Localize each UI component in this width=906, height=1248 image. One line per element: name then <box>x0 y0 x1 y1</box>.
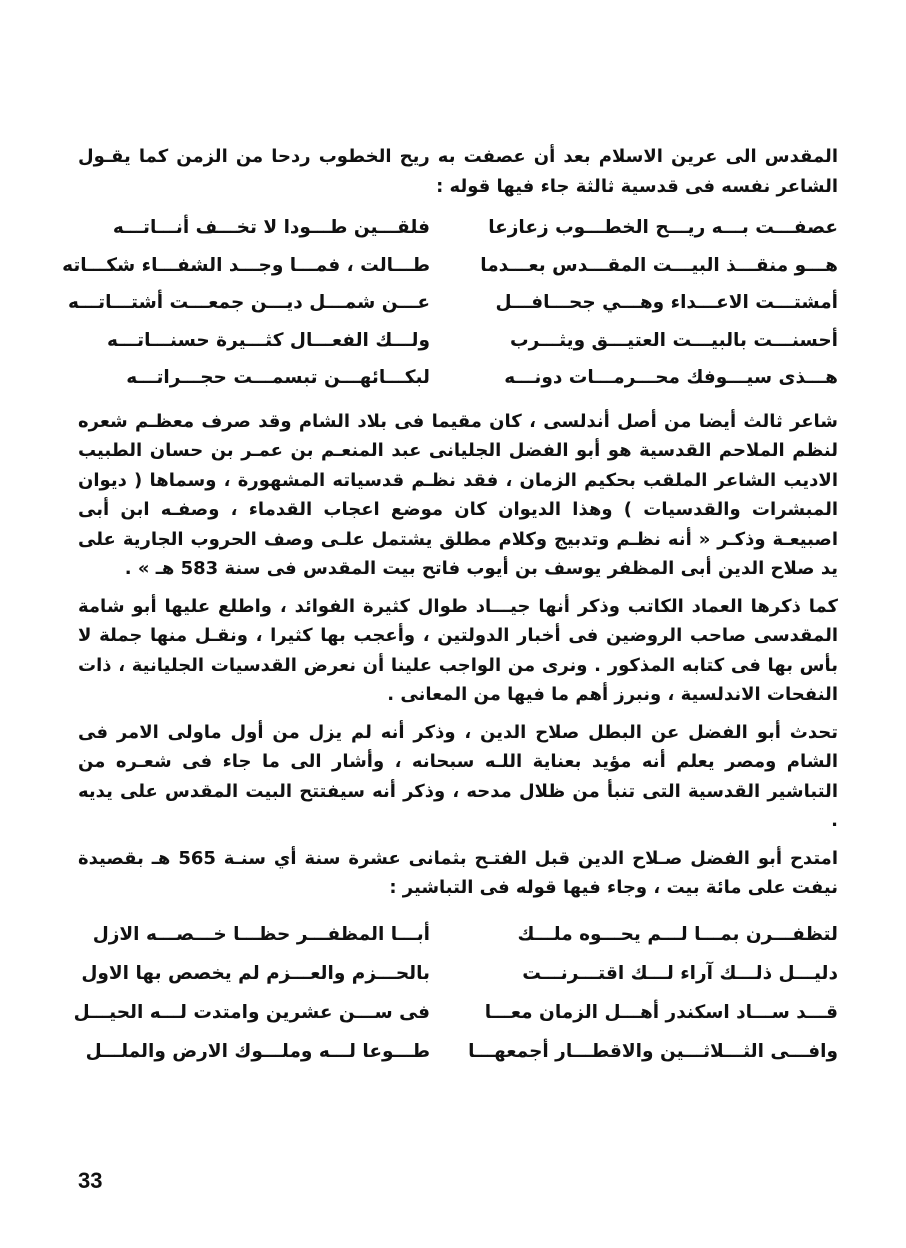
verse-second-hemistich: طـــالت ، فمـــا وجـــد الشفـــاء شكـــاته <box>62 254 430 276</box>
verse-first-hemistich: هـــذى سيـــوفك محـــرمـــات دونـــه <box>504 367 838 389</box>
poem-1-verse <box>78 359 838 397</box>
poem-2-verse <box>73 993 838 1032</box>
poem-1-verse <box>78 209 838 247</box>
verse-second-hemistich: فلقـــين طـــودا لا تخـــف أنـــاتـــه <box>112 217 430 239</box>
poem-2-verse <box>78 915 838 954</box>
verse-second-hemistich: بالحـــزم والعـــزم لم يخصص بها الاول <box>81 962 430 984</box>
paragraph-2: شاعر ثالث أيضا من أصل أندلسى ، كان مقيما فى بلاد الشام وقد صرف معظـم شعره لنظم الملاحم القدسية هو أبو الفضل الجليانى عبد المنعـم بن عمـر بن حسان الطبيب الاديب الشاعر الملقب بحكيم الزمان ، فقد نظـم قدسياته المشهورة ، وسماها ( ديوان المبشرات والقدسيات ) وهذا الديوان كان موضع اعجاب القدماء ، وصفـه ابن أبى اصبيعـة وذكـر « أنه نظـم وتدبيج وكلام مطلق يشتمل علـى وصف الحروب الجارية على يد صلاح الدين أبى المظفر يوسف بن أيوب فاتح بيت المقدس فى سنة 583 هـ » . <box>78 410 838 579</box>
verse-first-hemistich: هـــو منقـــذ البيـــت المقـــدس بعـــدما <box>480 254 838 276</box>
poem-2-verse <box>78 954 838 993</box>
verse-second-hemistich: لبكـــائهـــن تبسمـــت حجـــراتـــه <box>126 367 430 389</box>
poem-1-verse <box>78 322 838 360</box>
paragraph-4: تحدث أبو الفضل عن البطل صلاح الدين ، وذكر أنه لم يزل من أول ماولى الامر فى الشام ومصر يعلم أنه مؤيد بعناية اللـه سبحانه ، وأشار الى ما جاء فى شعـره من التباشير القدسية التى تنبأ من ظلال مدحه ، وذكر أنه سيفتتح البيت المقدس على يديه . <box>78 721 838 831</box>
verse-second-hemistich: طـــوعا لـــه وملـــوك الارض والملـــل <box>85 1040 430 1062</box>
verse-second-hemistich: أبـــا المظفـــر حظـــا خـــصـــه الازل <box>92 923 430 945</box>
poem-1 <box>62 209 838 397</box>
verse-second-hemistich: فى ســـن عشرين وامتدت لـــه الحيـــل <box>73 1001 430 1023</box>
verse-first-hemistich: دليـــل ذلـــك آراء لـــك اقتـــرنـــت <box>522 962 838 984</box>
page-number: 33 <box>78 1168 103 1193</box>
verse-first-hemistich: لتظفـــرن بمـــا لـــم يحـــوه ملـــك <box>517 923 838 945</box>
verse-second-hemistich: عـــن شمـــل ديـــن جمعـــت أشتـــاتـــه <box>67 292 430 314</box>
poem-2-verse <box>78 1032 838 1071</box>
verse-first-hemistich: قـــد ســـاد اسكندر أهـــل الزمان معـــا <box>484 1001 838 1023</box>
verse-second-hemistich: ولـــك الفعـــال كثـــيرة حسنـــاتـــه <box>106 329 430 351</box>
paragraph-3: كما ذكرها العماد الكاتب وذكر أنها جيـــاد طوال كثيرة الفوائد ، واطلع عليها أبو شامة المقدسى صاحب الروضين فى أخبار الدولتين ، وأعجب بها كثيرا ، ونقـل منها جملة لا بأس بها فى كتابه المذكور . ونرى من الواجب علينا أن نعرض القدسيات الجليانية ، ذات النفحات الاندلسية ، ونبرز أهم ما فيها من المعانى . <box>78 595 838 705</box>
page-body <box>62 142 838 1071</box>
verse-first-hemistich: أحسنـــت بالبيـــت العتيـــق ويثـــرب <box>510 329 838 351</box>
poem-2 <box>73 915 838 1071</box>
poem-1-verse <box>67 284 838 322</box>
verse-first-hemistich: وافـــى الثـــلاثـــين والاقطـــار أجمعهـــا <box>468 1040 838 1062</box>
poem-1-verse <box>62 247 838 285</box>
paragraph-1: المقدس الى عرين الاسلام بعد أن عصفت به ريح الخطوب ردحا من الزمن كما يقـول الشاعر نفسه فى قدسية ثالثة جاء فيها قوله : <box>78 146 838 197</box>
verse-first-hemistich: أمشتـــت الاعـــداء وهـــي جحـــافـــل <box>495 292 838 314</box>
paragraph-5: امتدح أبو الفضل صـلاح الدين قبل الفتـح بثمانى عشرة سنة أي سنـة 565 هـ بقصيدة نيفت على مائة بيت ، وجاء فيها قوله فى التباشير : <box>78 847 838 898</box>
verse-first-hemistich: عصفـــت بـــه ريـــح الخطـــوب زعازعا <box>488 217 838 239</box>
